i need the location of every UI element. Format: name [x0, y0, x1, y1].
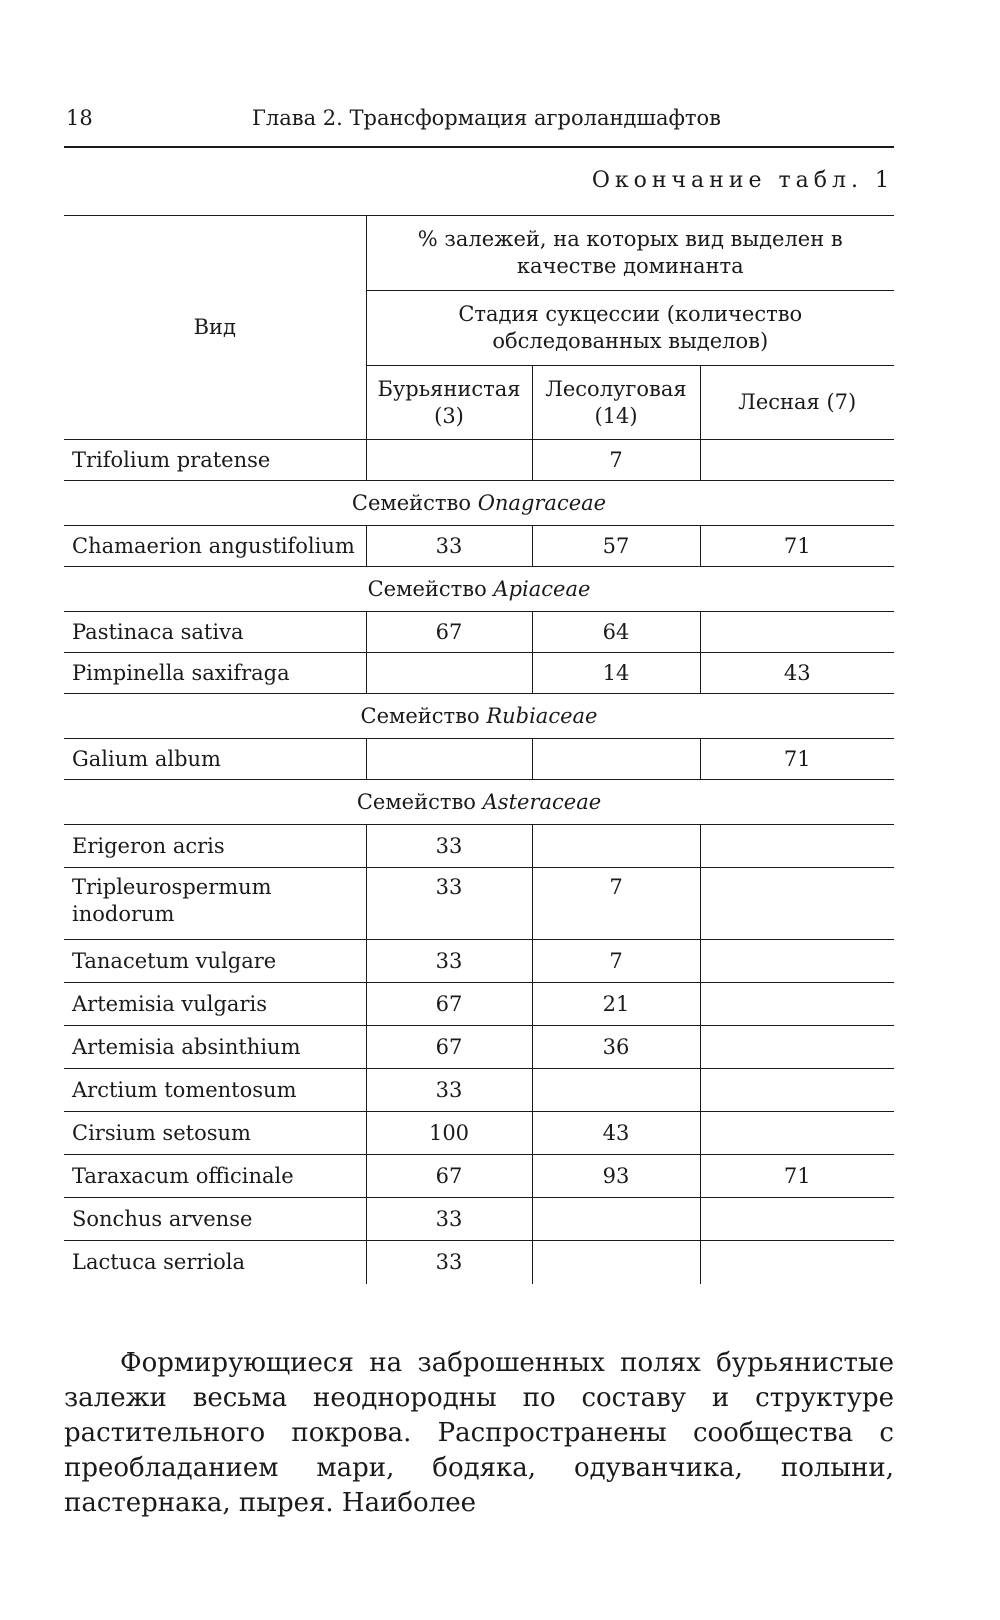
species-name: Sonchus arvense [64, 1198, 366, 1241]
table-row [64, 526, 894, 567]
family-row [64, 694, 894, 739]
value-forest-meadow: 7 [532, 940, 700, 983]
species-name: Lactuca serriola [64, 1241, 366, 1284]
value-forest-meadow: 93 [532, 1155, 700, 1198]
family-label: Семейство [367, 576, 487, 601]
species-name: Artemisia absinthium [64, 1026, 366, 1069]
page-number: 18 [66, 106, 93, 130]
value-forest [700, 1026, 894, 1069]
value-forest [700, 1198, 894, 1241]
value-weedy [366, 653, 532, 694]
value-forest-meadow: 43 [532, 1112, 700, 1155]
value-forest-meadow: 36 [532, 1026, 700, 1069]
running-title: Глава 2. Трансформация агроландшафтов [252, 106, 721, 130]
family-name: Onagraceae [477, 490, 607, 515]
value-forest [700, 1241, 894, 1284]
succession-stage-header: Стадия сукцессии (количество обследованных выделов) [366, 291, 894, 366]
family-name: Asteraceae [482, 789, 602, 814]
value-weedy: 33 [366, 940, 532, 983]
value-forest-meadow [532, 1069, 700, 1112]
value-weedy: 67 [366, 612, 532, 653]
value-forest-meadow [532, 739, 700, 780]
dominance-group-header: % залежей, на которых вид выделен в качестве доминанта [366, 216, 894, 291]
value-weedy: 33 [366, 1241, 532, 1284]
value-forest-meadow: 7 [532, 440, 700, 481]
value-forest-meadow: 57 [532, 526, 700, 567]
value-weedy: 33 [366, 526, 532, 567]
value-forest [700, 440, 894, 481]
family-name: Rubiaceae [486, 703, 598, 728]
species-name: Arctium tomentosum [64, 1069, 366, 1112]
value-forest [700, 612, 894, 653]
species-name: Chamaerion angustifolium [64, 526, 366, 567]
value-forest-meadow [532, 825, 700, 868]
page-header [64, 104, 894, 148]
species-dominance-table [64, 215, 894, 1284]
value-forest [700, 940, 894, 983]
value-weedy: 67 [366, 983, 532, 1026]
table-row [64, 1241, 894, 1284]
value-forest [700, 983, 894, 1026]
family-label: Семейство [360, 703, 480, 728]
table-row [64, 868, 894, 940]
family-name: Apiaceae [493, 576, 591, 601]
species-name: Galium album [64, 739, 366, 780]
table-row [64, 1112, 894, 1155]
species-column-header: Вид [64, 216, 366, 440]
value-forest [700, 1069, 894, 1112]
table-row [64, 653, 894, 694]
species-name: Tanacetum vulgare [64, 940, 366, 983]
value-weedy: 33 [366, 1069, 532, 1112]
value-weedy: 67 [366, 1026, 532, 1069]
stage-header-forest: Лесная (7) [700, 366, 894, 440]
value-forest-meadow [532, 1198, 700, 1241]
value-weedy: 67 [366, 1155, 532, 1198]
family-row [64, 481, 894, 526]
value-forest [700, 825, 894, 868]
table-row [64, 983, 894, 1026]
value-weedy: 33 [366, 1198, 532, 1241]
species-name: Erigeron acris [64, 825, 366, 868]
family-row [64, 567, 894, 612]
table-row [64, 1069, 894, 1112]
family-row [64, 780, 894, 825]
table-row [64, 739, 894, 780]
species-name: Taraxacum officinale [64, 1155, 366, 1198]
value-forest [700, 1112, 894, 1155]
value-forest: 71 [700, 1155, 894, 1198]
table-row [64, 612, 894, 653]
table-caption: Окончание табл. 1 [591, 168, 894, 193]
value-forest-meadow: 21 [532, 983, 700, 1026]
species-name: Cirsium setosum [64, 1112, 366, 1155]
value-forest-meadow: 64 [532, 612, 700, 653]
table-row [64, 1026, 894, 1069]
family-label: Семейство [356, 789, 476, 814]
table-row [64, 1198, 894, 1241]
species-name: Artemisia vulgaris [64, 983, 366, 1026]
species-name: Trifolium pratense [64, 440, 366, 481]
body-paragraph: Формирующиеся на заброшенных полях бурьянистые залежи весьма неоднородны по составу и структуре растительного покрова. Распространены сообщества с преобладанием мари, бодяка, одуванчика, полыни, пастернака, пырея. Наиболее [64, 1348, 894, 1518]
value-forest: 71 [700, 526, 894, 567]
species-name: Tripleurospermum inodorum [64, 868, 366, 940]
value-forest-meadow: 14 [532, 653, 700, 694]
table-row [64, 440, 894, 481]
value-weedy: 33 [366, 825, 532, 868]
value-weedy [366, 440, 532, 481]
value-forest-meadow: 7 [532, 868, 700, 940]
table-row [64, 1155, 894, 1198]
value-weedy: 100 [366, 1112, 532, 1155]
table-row [64, 940, 894, 983]
table-row [64, 825, 894, 868]
value-forest: 43 [700, 653, 894, 694]
value-forest: 71 [700, 739, 894, 780]
stage-header-weedy: Бурьянистая (3) [366, 366, 532, 440]
value-weedy: 33 [366, 868, 532, 940]
value-forest [700, 868, 894, 940]
value-weedy [366, 739, 532, 780]
family-label: Семейство [351, 490, 471, 515]
value-forest-meadow [532, 1241, 700, 1284]
stage-header-forest-meadow: Лесолуговая (14) [532, 366, 700, 440]
species-name: Pimpinella saxifraga [64, 653, 366, 694]
species-name: Pastinaca sativa [64, 612, 366, 653]
